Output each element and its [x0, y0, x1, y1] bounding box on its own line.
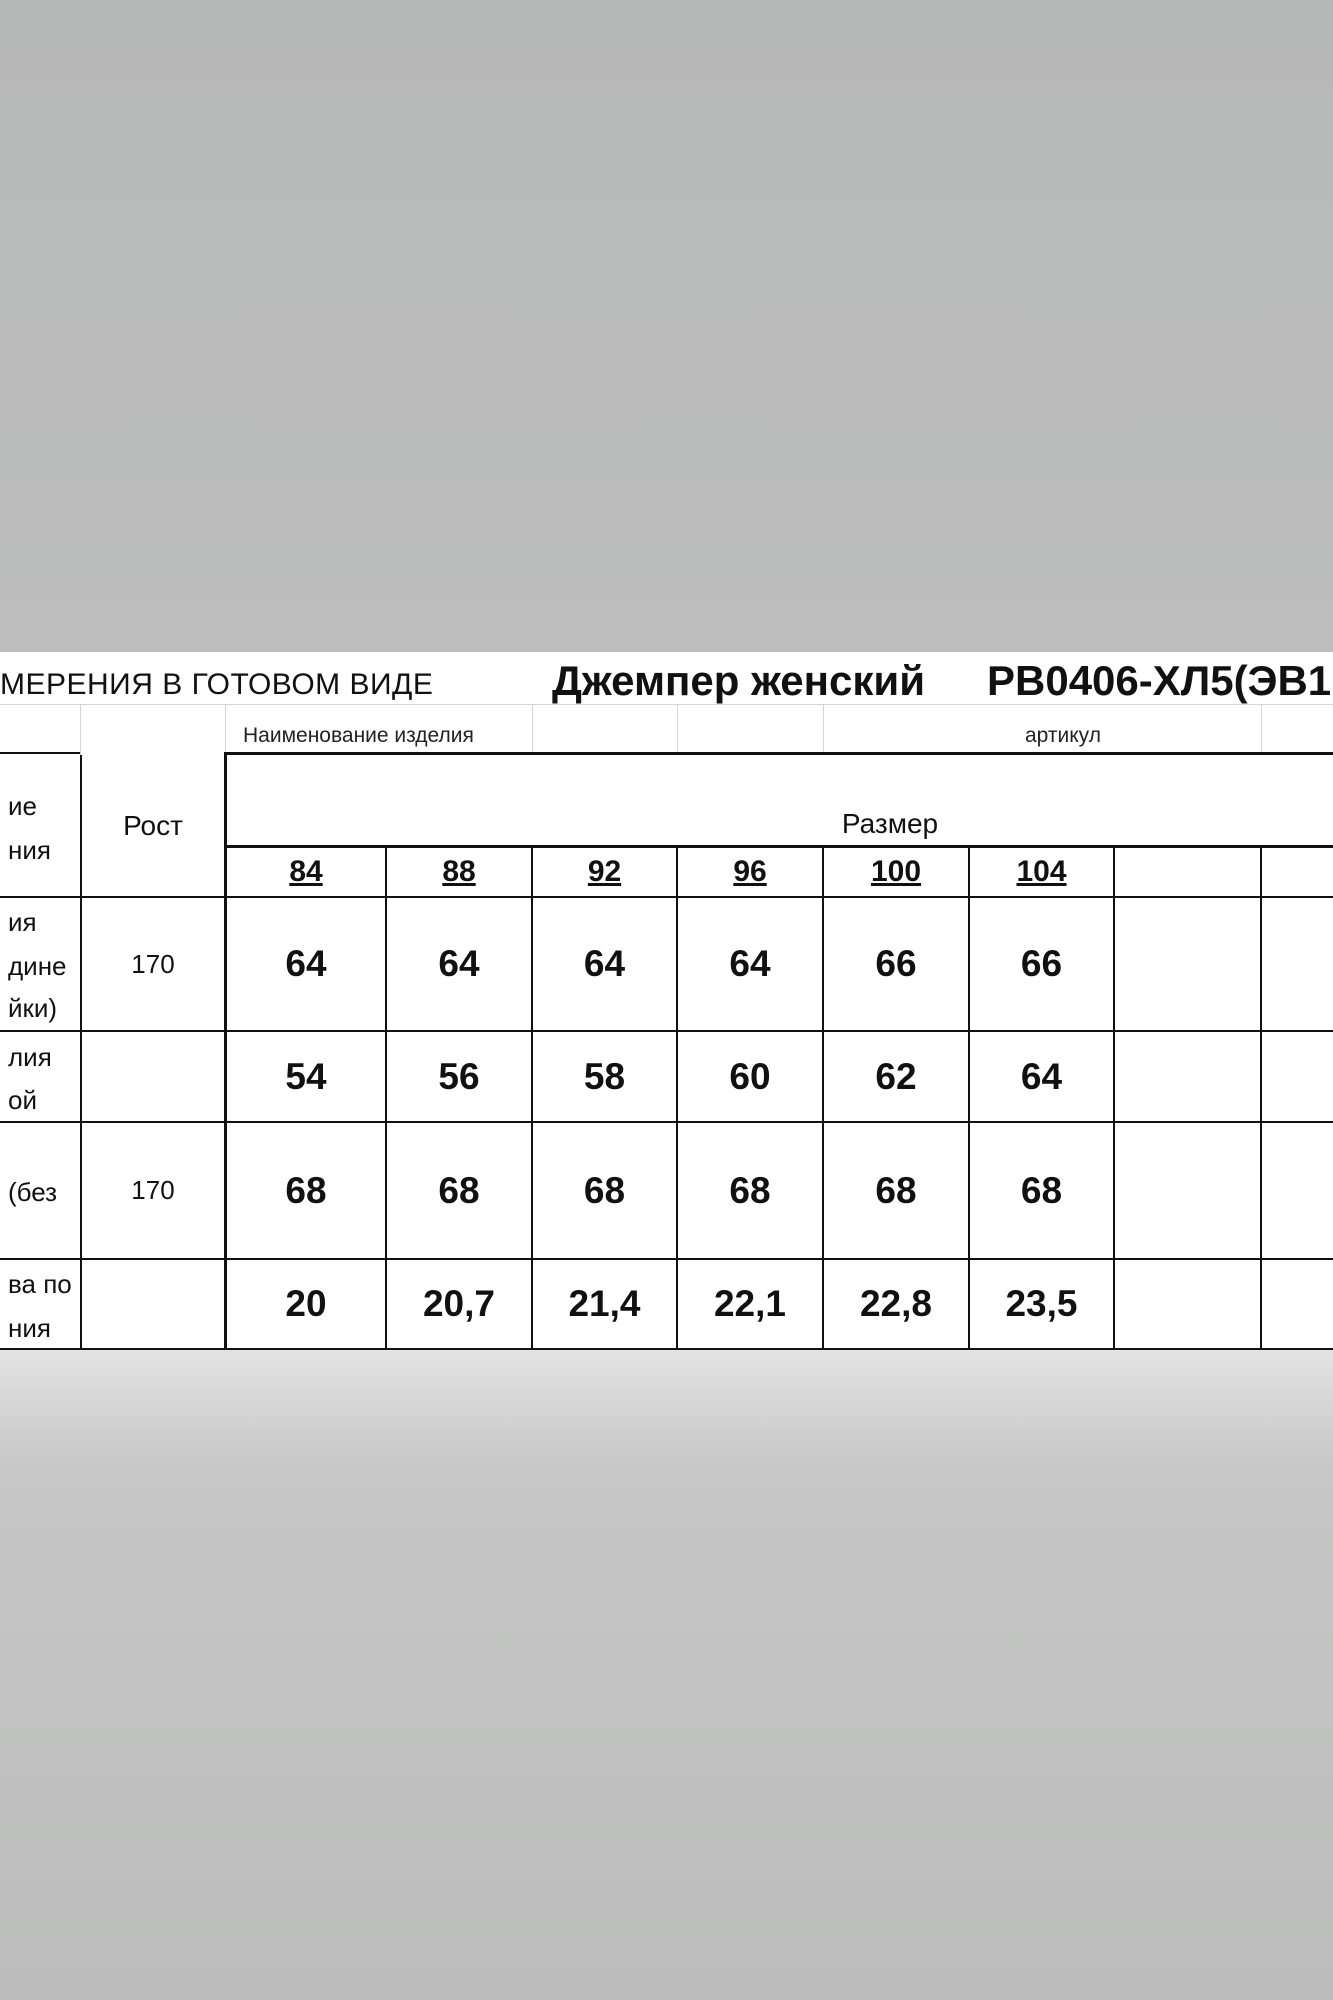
row4-value-84: 20 [285, 1283, 327, 1324]
row3-value-104: 68 [1020, 1169, 1063, 1211]
row1-value-96: 64 [729, 943, 771, 984]
product-name-label: Наименование изделия [243, 724, 474, 747]
title-measurements: МЕРЕНИЯ В ГОТОВОМ ВИДЕ [0, 668, 434, 701]
row2-label-line-1: лия [8, 1042, 52, 1072]
title-row [0, 652, 1333, 704]
row3-value-100: 68 [875, 1169, 917, 1211]
name-header-line-1: ие [8, 791, 37, 821]
size-104: 104 [1016, 855, 1067, 888]
grid-line [0, 704, 1333, 705]
grid-line [823, 704, 824, 752]
row4-value-96: 22,1 [713, 1283, 786, 1324]
row2-value-84: 54 [285, 1055, 327, 1097]
size-header: Размер [841, 808, 939, 839]
name-header-line-2: ния [8, 835, 51, 865]
row2-rost [82, 1032, 224, 1121]
size-100: 100 [870, 855, 922, 888]
rost-header: Рост [123, 809, 183, 841]
row4-value-104: 23,5 [1005, 1283, 1078, 1324]
row2-value-96: 60 [729, 1055, 771, 1097]
background-bottom [0, 1350, 1333, 2000]
title-product-name: Джемпер женский [552, 657, 926, 704]
row4-label-line-2: ния [8, 1313, 51, 1343]
row1-label-line-2: дине [8, 951, 67, 981]
row4-rost [82, 1260, 224, 1348]
row4-label-line-1: ва по [8, 1269, 72, 1299]
row3-label-line-1: (без [8, 1177, 58, 1207]
background-top [0, 0, 1333, 652]
table-border [224, 752, 1333, 755]
row1-value-84: 64 [285, 943, 327, 984]
row1-rost: 170 [131, 948, 175, 979]
table-border [1113, 847, 1115, 1350]
row1-value-104: 66 [1020, 943, 1063, 984]
table-border [1260, 847, 1262, 1350]
row4-value-100: 22,8 [859, 1283, 932, 1324]
row2-value-88: 56 [438, 1055, 480, 1097]
row1-label-line-3: йки) [8, 993, 58, 1023]
size-84: 84 [289, 855, 323, 888]
row3-value-96: 68 [729, 1169, 771, 1211]
row1-value-88: 64 [438, 943, 480, 984]
row1-value-92: 64 [583, 943, 626, 984]
row2-value-104: 64 [1020, 1055, 1063, 1097]
row4-value-88: 20,7 [422, 1283, 495, 1324]
title-article-number: РВ0406-ХЛ5(ЭВ1 [987, 657, 1332, 704]
row3-value-88: 68 [438, 1169, 480, 1211]
grid-line [677, 704, 678, 752]
row2-value-100: 62 [875, 1055, 917, 1097]
size-88: 88 [442, 855, 476, 888]
grid-line [532, 704, 533, 752]
row2-label-line-2: ой [8, 1085, 37, 1115]
row1-label-line-1: ия [8, 907, 37, 937]
row3-value-92: 68 [583, 1169, 626, 1211]
row1-value-100: 66 [875, 943, 917, 984]
size-96: 96 [733, 855, 767, 888]
row3-rost: 170 [131, 1175, 175, 1205]
table-border [0, 752, 80, 754]
size-92: 92 [587, 855, 622, 888]
row4-value-92: 21,4 [568, 1283, 641, 1324]
row3-value-84: 68 [285, 1169, 327, 1211]
row2-value-92: 58 [583, 1055, 626, 1097]
grid-line [1261, 704, 1262, 752]
size-chart-sheet [0, 652, 1333, 1350]
article-label: артикул [1025, 724, 1101, 747]
